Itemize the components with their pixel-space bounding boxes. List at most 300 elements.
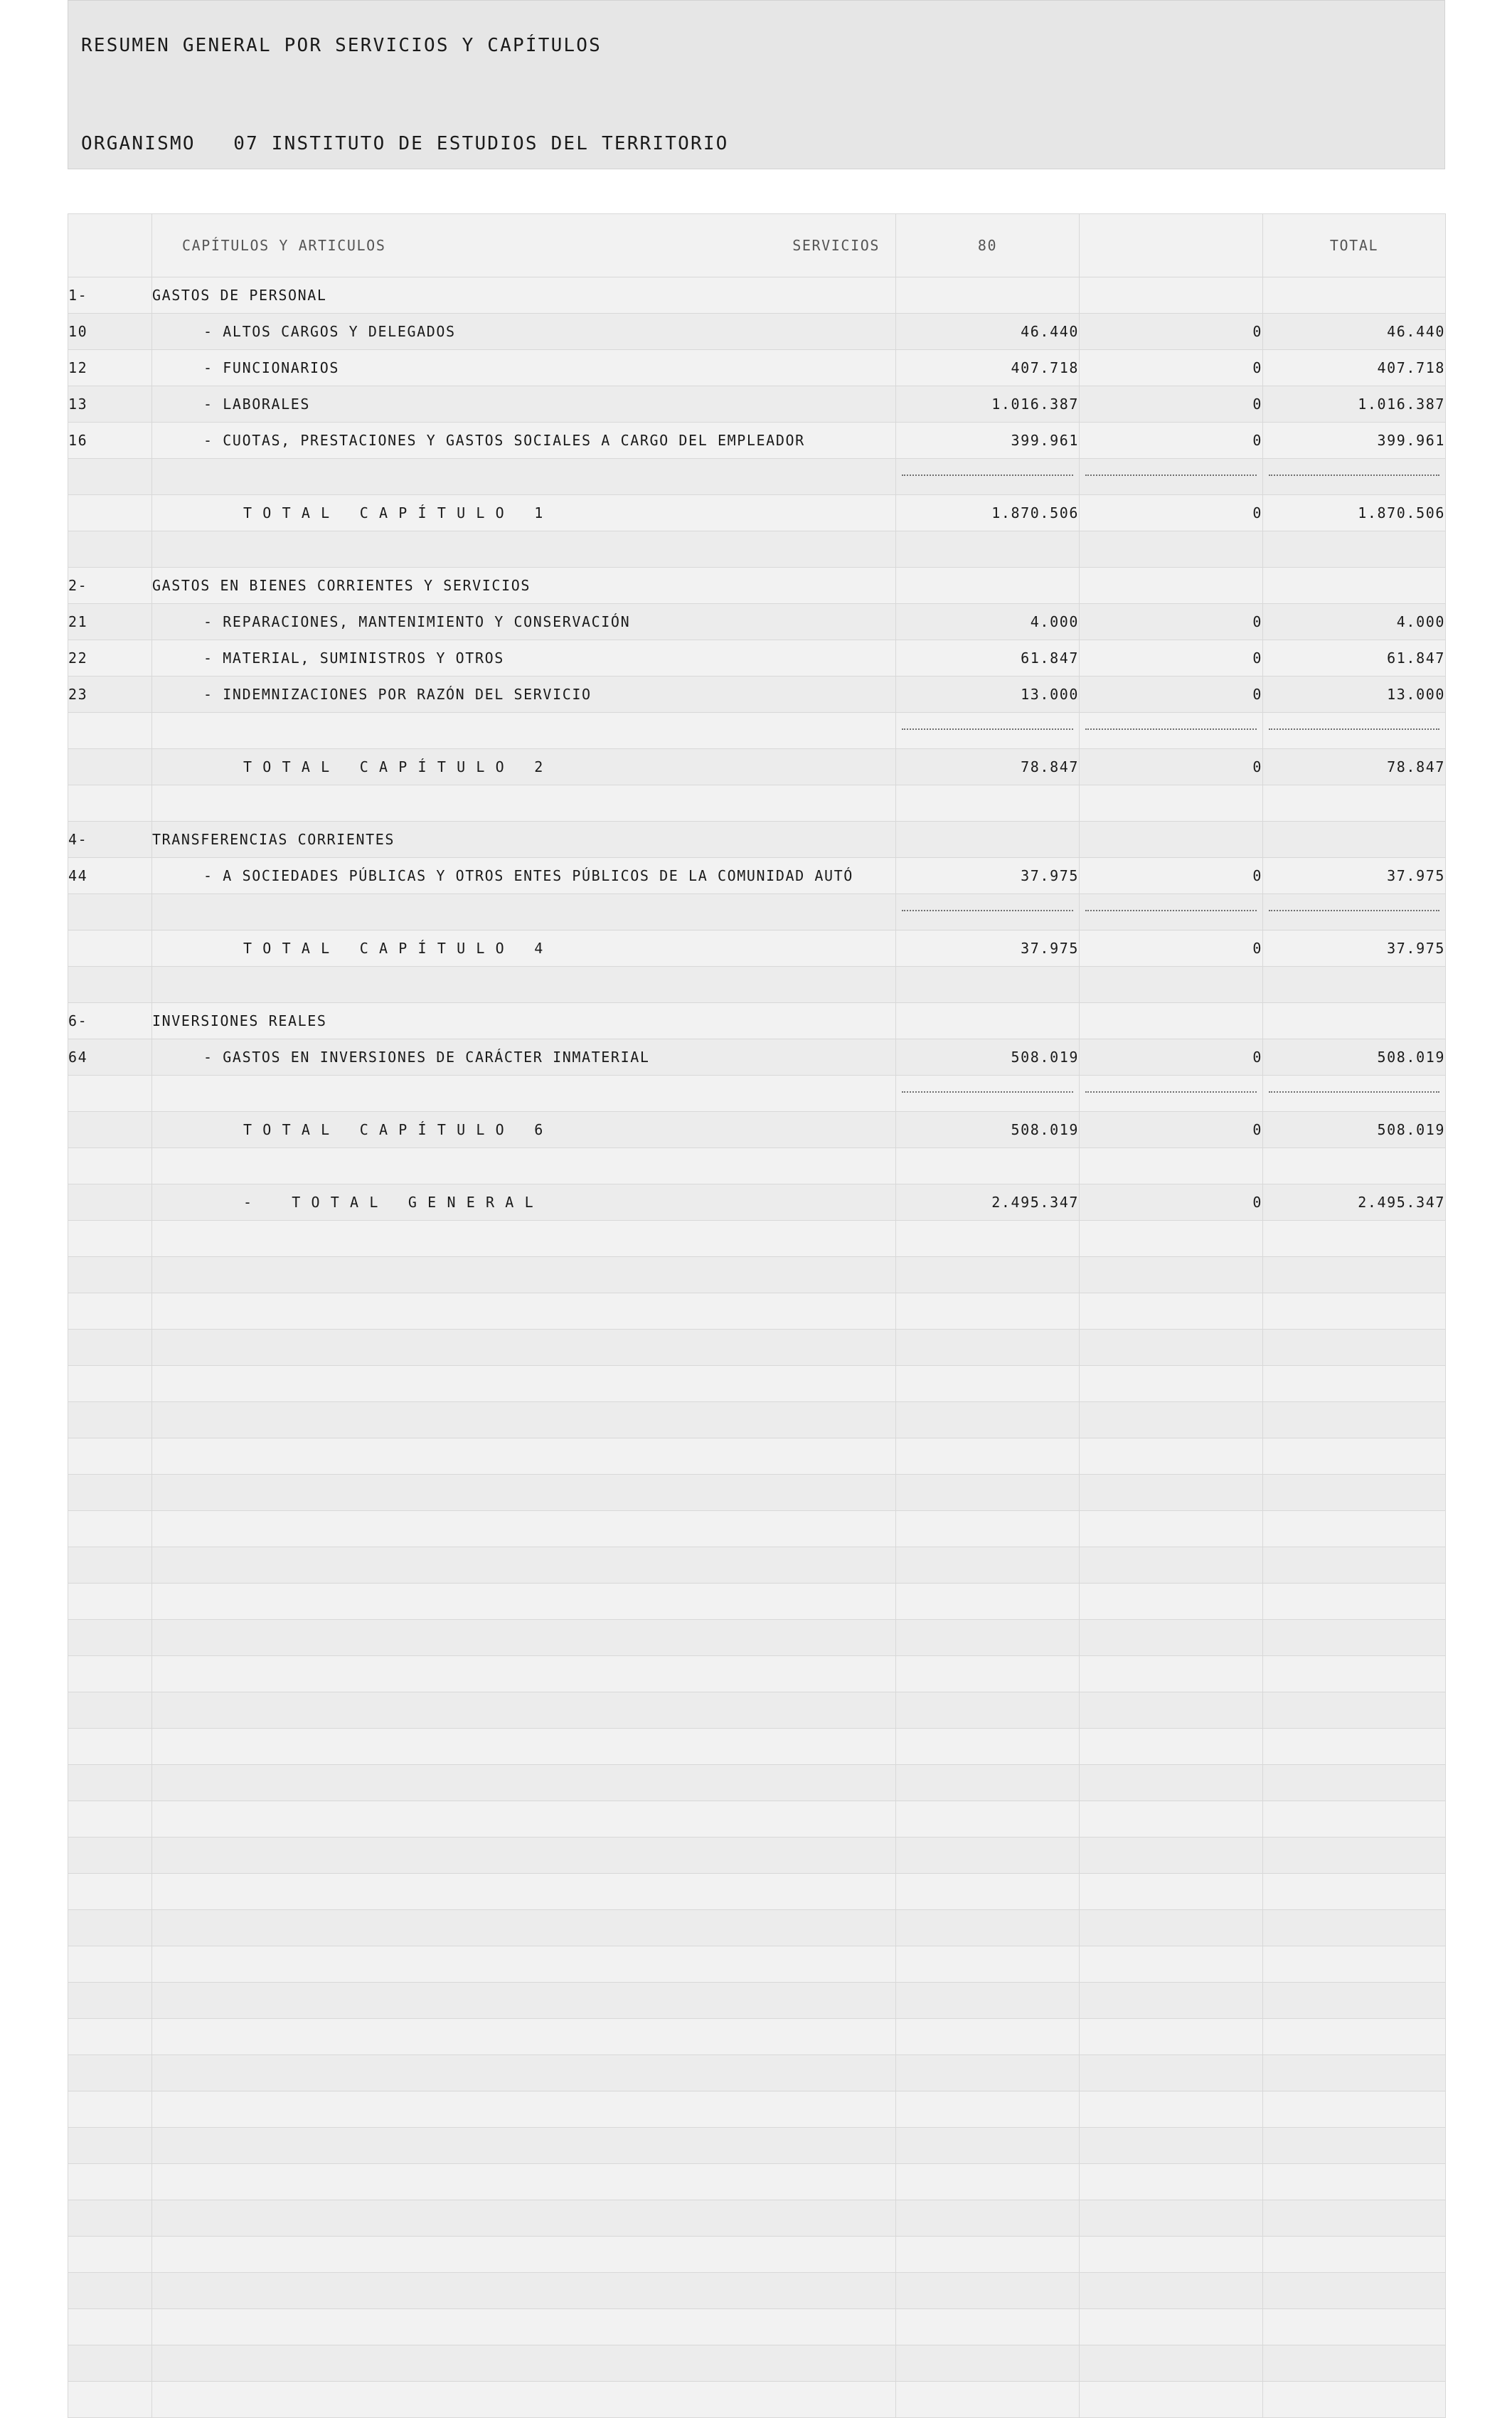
row-value-total	[1263, 1438, 1446, 1475]
row-description	[152, 1293, 896, 1330]
row-value-total	[1263, 531, 1446, 568]
row-value-blank	[1080, 2164, 1263, 2200]
table-row	[68, 1838, 1446, 1874]
row-description	[152, 1366, 896, 1402]
row-description	[152, 2237, 896, 2273]
row-description	[152, 1656, 896, 1692]
separator-rule	[1085, 728, 1257, 730]
row-code	[68, 2345, 152, 2382]
row-code	[68, 1076, 152, 1112]
row-value-80	[896, 1983, 1080, 2019]
table-row	[68, 1184, 1446, 1221]
separator-rule	[1269, 1091, 1439, 1093]
row-value-blank	[1080, 531, 1263, 568]
row-value-total: 78.847	[1263, 749, 1446, 785]
row-description	[152, 531, 896, 568]
table-row	[68, 1874, 1446, 1910]
table-row	[68, 1983, 1446, 2019]
row-description	[152, 2128, 896, 2164]
row-value-total: 61.847	[1263, 640, 1446, 677]
row-description: T O T A L C A P Í T U L O 4	[152, 930, 896, 967]
row-description	[152, 1438, 896, 1475]
row-code: 6-	[68, 1003, 152, 1039]
row-code	[68, 1330, 152, 1366]
row-description	[152, 1221, 896, 1257]
row-value-blank	[1080, 1475, 1263, 1511]
row-value-total	[1263, 967, 1446, 1003]
separator-rule	[1085, 1091, 1257, 1093]
row-code	[68, 1221, 152, 1257]
row-value-blank	[1080, 1402, 1263, 1438]
table-row	[68, 1765, 1446, 1801]
row-code: 16	[68, 423, 152, 459]
row-code	[68, 2164, 152, 2200]
table-row	[68, 2091, 1446, 2128]
row-description	[152, 1330, 896, 1366]
row-value-total	[1263, 2164, 1446, 2200]
table-row	[68, 1112, 1446, 1148]
row-value-80	[896, 2309, 1080, 2345]
row-value-blank	[1080, 1983, 1263, 2019]
row-value-80	[896, 1402, 1080, 1438]
table-row	[68, 1257, 1446, 1293]
row-value-total	[1263, 1801, 1446, 1838]
table-row	[68, 459, 1446, 495]
table-row	[68, 858, 1446, 894]
row-description	[152, 1547, 896, 1584]
organism-line: ORGANISMO 07 INSTITUTO DE ESTUDIOS DEL TERRITORIO	[81, 133, 729, 154]
row-description	[152, 1511, 896, 1547]
column-header-total: TOTAL	[1263, 214, 1446, 277]
row-value-total	[1263, 1547, 1446, 1584]
row-code	[68, 894, 152, 930]
row-value-80	[896, 1946, 1080, 1983]
row-value-80	[896, 2345, 1080, 2382]
row-code	[68, 531, 152, 568]
row-value-total: 1.016.387	[1263, 386, 1446, 423]
row-value-80	[896, 1874, 1080, 1910]
row-description	[152, 1475, 896, 1511]
row-value-total	[1263, 2345, 1446, 2382]
row-value-total	[1263, 1330, 1446, 1366]
row-value-blank	[1080, 1293, 1263, 1330]
table-row	[68, 568, 1446, 604]
row-description	[152, 2309, 896, 2345]
table-row	[68, 1656, 1446, 1692]
row-value-total	[1263, 1366, 1446, 1402]
row-value-total	[1263, 2382, 1446, 2418]
row-value-blank: 0	[1080, 640, 1263, 677]
row-value-total	[1263, 2128, 1446, 2164]
row-value-blank	[1080, 1330, 1263, 1366]
row-code	[68, 1402, 152, 1438]
row-value-blank: 0	[1080, 1039, 1263, 1076]
row-value-blank	[1080, 1838, 1263, 1874]
row-value-total: 13.000	[1263, 677, 1446, 713]
row-value-blank	[1080, 2128, 1263, 2164]
column-header-blank	[1080, 214, 1263, 277]
separator-rule	[902, 728, 1073, 730]
row-value-blank	[1080, 1692, 1263, 1729]
row-value-total: 37.975	[1263, 858, 1446, 894]
table-row	[68, 2128, 1446, 2164]
row-value-blank	[1080, 894, 1263, 930]
row-code: 23	[68, 677, 152, 713]
row-value-total	[1263, 1003, 1446, 1039]
row-value-80: 13.000	[896, 677, 1080, 713]
table-row	[68, 2382, 1446, 2418]
row-value-blank: 0	[1080, 1112, 1263, 1148]
row-value-80: 2.495.347	[896, 1184, 1080, 1221]
row-description: T O T A L C A P Í T U L O 1	[152, 495, 896, 531]
row-value-total	[1263, 1293, 1446, 1330]
table-row	[68, 1438, 1446, 1475]
row-code: 44	[68, 858, 152, 894]
row-value-80	[896, 1293, 1080, 1330]
row-value-total	[1263, 277, 1446, 314]
row-value-blank	[1080, 785, 1263, 822]
row-value-total	[1263, 894, 1446, 930]
row-code	[68, 1366, 152, 1402]
row-value-total	[1263, 2273, 1446, 2309]
row-value-80	[896, 1584, 1080, 1620]
page-title: RESUMEN GENERAL POR SERVICIOS Y CAPÍTULOS	[81, 35, 602, 56]
separator-rule	[902, 1091, 1073, 1093]
row-value-total	[1263, 1692, 1446, 1729]
separator-rule	[1269, 474, 1439, 476]
row-description	[152, 894, 896, 930]
row-value-80	[896, 459, 1080, 495]
table-row	[68, 1076, 1446, 1112]
row-value-blank	[1080, 2382, 1263, 2418]
row-value-blank: 0	[1080, 1184, 1263, 1221]
row-value-blank	[1080, 2019, 1263, 2055]
row-value-total	[1263, 1475, 1446, 1511]
row-value-total: 4.000	[1263, 604, 1446, 640]
row-description	[152, 967, 896, 1003]
row-description	[152, 2091, 896, 2128]
row-value-total	[1263, 2055, 1446, 2091]
row-value-80	[896, 785, 1080, 822]
row-value-80	[896, 1765, 1080, 1801]
table-row	[68, 930, 1446, 967]
row-description	[152, 2273, 896, 2309]
table-row	[68, 749, 1446, 785]
row-description: - REPARACIONES, MANTENIMIENTO Y CONSERVACIÓN	[152, 604, 896, 640]
row-value-total	[1263, 1620, 1446, 1656]
row-value-blank	[1080, 2200, 1263, 2237]
row-description	[152, 1620, 896, 1656]
row-value-80: 61.847	[896, 640, 1080, 677]
row-value-blank	[1080, 967, 1263, 1003]
row-value-80	[896, 894, 1080, 930]
row-value-80	[896, 1221, 1080, 1257]
row-description: INVERSIONES REALES	[152, 1003, 896, 1039]
row-value-total	[1263, 1257, 1446, 1293]
table-row	[68, 1148, 1446, 1184]
table-row	[68, 894, 1446, 930]
table-row	[68, 277, 1446, 314]
row-value-total	[1263, 713, 1446, 749]
row-value-total	[1263, 2200, 1446, 2237]
row-value-blank: 0	[1080, 930, 1263, 967]
row-code: 64	[68, 1039, 152, 1076]
row-code	[68, 1620, 152, 1656]
row-value-80	[896, 1910, 1080, 1946]
table-row	[68, 1511, 1446, 1547]
row-value-blank	[1080, 1910, 1263, 1946]
row-value-80	[896, 2019, 1080, 2055]
table-row	[68, 2200, 1446, 2237]
row-code	[68, 713, 152, 749]
row-value-blank	[1080, 2273, 1263, 2309]
row-value-blank	[1080, 2309, 1263, 2345]
row-value-total	[1263, 1983, 1446, 2019]
row-value-blank	[1080, 1076, 1263, 1112]
row-value-blank	[1080, 1946, 1263, 1983]
row-value-80	[896, 2237, 1080, 2273]
row-value-total: 508.019	[1263, 1039, 1446, 1076]
row-value-80	[896, 713, 1080, 749]
row-description	[152, 1402, 896, 1438]
row-code	[68, 495, 152, 531]
row-code	[68, 1656, 152, 1692]
column-header-chapters-label: CAPÍTULOS Y ARTICULOS	[182, 237, 386, 254]
row-value-blank	[1080, 1547, 1263, 1584]
row-value-total: 508.019	[1263, 1112, 1446, 1148]
row-code	[68, 1692, 152, 1729]
row-value-blank	[1080, 1620, 1263, 1656]
row-value-total	[1263, 568, 1446, 604]
row-value-total	[1263, 1511, 1446, 1547]
table-row	[68, 1402, 1446, 1438]
row-value-80	[896, 1475, 1080, 1511]
row-value-blank	[1080, 1801, 1263, 1838]
row-value-total	[1263, 1584, 1446, 1620]
row-value-total	[1263, 2019, 1446, 2055]
row-value-80: 508.019	[896, 1039, 1080, 1076]
row-code	[68, 459, 152, 495]
row-value-blank: 0	[1080, 314, 1263, 350]
separator-rule	[1269, 728, 1439, 730]
table-row	[68, 713, 1446, 749]
report-header	[68, 0, 1445, 169]
separator-rule	[1085, 474, 1257, 476]
row-code	[68, 1801, 152, 1838]
row-code	[68, 1874, 152, 1910]
row-value-80	[896, 1620, 1080, 1656]
table-row	[68, 1221, 1446, 1257]
row-code	[68, 2091, 152, 2128]
row-code	[68, 1946, 152, 1983]
row-value-blank	[1080, 2091, 1263, 2128]
row-value-80	[896, 568, 1080, 604]
table-row	[68, 495, 1446, 531]
row-value-total: 2.495.347	[1263, 1184, 1446, 1221]
table-row	[68, 2273, 1446, 2309]
row-value-blank: 0	[1080, 495, 1263, 531]
row-code	[68, 2273, 152, 2309]
table-row	[68, 2055, 1446, 2091]
row-code: 10	[68, 314, 152, 350]
row-value-blank	[1080, 459, 1263, 495]
table-row	[68, 314, 1446, 350]
row-description: - A SOCIEDADES PÚBLICAS Y OTROS ENTES PÚBLICOS DE LA COMUNIDAD AUTÓ	[152, 858, 896, 894]
budget-table	[68, 213, 1446, 2418]
table-row	[68, 2309, 1446, 2345]
table-row	[68, 1003, 1446, 1039]
table-row	[68, 1475, 1446, 1511]
row-value-80: 1.016.387	[896, 386, 1080, 423]
table-row	[68, 2237, 1446, 2273]
row-value-blank	[1080, 1765, 1263, 1801]
row-value-80	[896, 1366, 1080, 1402]
row-code	[68, 1547, 152, 1584]
row-value-blank	[1080, 1148, 1263, 1184]
table-row	[68, 2164, 1446, 2200]
row-code: 4-	[68, 822, 152, 858]
row-description	[152, 1148, 896, 1184]
table-row	[68, 822, 1446, 858]
row-value-80	[896, 531, 1080, 568]
row-code	[68, 1438, 152, 1475]
row-code	[68, 1910, 152, 1946]
table-row	[68, 2019, 1446, 2055]
table-row	[68, 967, 1446, 1003]
row-description: - T O T A L G E N E R A L	[152, 1184, 896, 1221]
row-value-80	[896, 967, 1080, 1003]
row-value-80	[896, 2164, 1080, 2200]
row-value-total	[1263, 459, 1446, 495]
row-description: GASTOS DE PERSONAL	[152, 277, 896, 314]
row-value-total: 407.718	[1263, 350, 1446, 386]
row-value-80	[896, 2273, 1080, 2309]
row-value-80	[896, 277, 1080, 314]
row-value-80	[896, 1076, 1080, 1112]
row-value-80	[896, 1692, 1080, 1729]
row-value-total	[1263, 822, 1446, 858]
row-value-blank	[1080, 568, 1263, 604]
row-description	[152, 1584, 896, 1620]
row-value-total	[1263, 1076, 1446, 1112]
table-row	[68, 1801, 1446, 1838]
table-row	[68, 1729, 1446, 1765]
table-row	[68, 350, 1446, 386]
row-code: 1-	[68, 277, 152, 314]
row-description	[152, 2019, 896, 2055]
row-description	[152, 1076, 896, 1112]
row-value-total	[1263, 1874, 1446, 1910]
row-value-80	[896, 1438, 1080, 1475]
row-description	[152, 1838, 896, 1874]
row-value-80	[896, 1003, 1080, 1039]
row-code	[68, 1729, 152, 1765]
row-description: GASTOS EN BIENES CORRIENTES Y SERVICIOS	[152, 568, 896, 604]
row-value-80	[896, 1801, 1080, 1838]
row-value-80: 78.847	[896, 749, 1080, 785]
row-description: - INDEMNIZACIONES POR RAZÓN DEL SERVICIO	[152, 677, 896, 713]
row-value-blank	[1080, 1511, 1263, 1547]
row-code	[68, 1584, 152, 1620]
table-row	[68, 1547, 1446, 1584]
separator-rule	[902, 474, 1073, 476]
row-value-80	[896, 822, 1080, 858]
row-value-blank: 0	[1080, 604, 1263, 640]
row-code	[68, 785, 152, 822]
row-description: - CUOTAS, PRESTACIONES Y GASTOS SOCIALES A CARGO DEL EMPLEADOR	[152, 423, 896, 459]
row-description	[152, 1983, 896, 2019]
row-value-blank	[1080, 1729, 1263, 1765]
table-row	[68, 1946, 1446, 1983]
row-code	[68, 2055, 152, 2091]
row-code	[68, 1838, 152, 1874]
row-value-blank	[1080, 1874, 1263, 1910]
row-value-blank	[1080, 277, 1263, 314]
row-value-total	[1263, 1946, 1446, 1983]
row-description	[152, 459, 896, 495]
row-value-total: 399.961	[1263, 423, 1446, 459]
row-value-blank	[1080, 1257, 1263, 1293]
table-body	[68, 277, 1446, 2418]
row-value-blank	[1080, 822, 1263, 858]
table-row	[68, 1584, 1446, 1620]
table-row	[68, 1330, 1446, 1366]
row-code: 21	[68, 604, 152, 640]
row-value-blank: 0	[1080, 350, 1263, 386]
row-code	[68, 1184, 152, 1221]
row-value-80	[896, 1729, 1080, 1765]
row-code	[68, 930, 152, 967]
row-description	[152, 2164, 896, 2200]
table-row	[68, 1692, 1446, 1729]
row-description	[152, 785, 896, 822]
row-code	[68, 1293, 152, 1330]
table-row	[68, 423, 1446, 459]
separator-rule	[902, 910, 1073, 911]
row-value-80: 37.975	[896, 930, 1080, 967]
row-value-80: 1.870.506	[896, 495, 1080, 531]
table-row	[68, 677, 1446, 713]
table-row	[68, 604, 1446, 640]
row-description	[152, 1946, 896, 1983]
row-value-80: 4.000	[896, 604, 1080, 640]
row-value-blank	[1080, 1366, 1263, 1402]
row-value-total: 1.870.506	[1263, 495, 1446, 531]
row-value-blank	[1080, 1584, 1263, 1620]
column-header-description	[152, 214, 896, 277]
column-header-code	[68, 214, 152, 277]
row-value-80: 508.019	[896, 1112, 1080, 1148]
row-code	[68, 2019, 152, 2055]
row-description	[152, 1257, 896, 1293]
row-value-blank	[1080, 2237, 1263, 2273]
row-value-total: 46.440	[1263, 314, 1446, 350]
row-value-total	[1263, 1838, 1446, 1874]
row-description: TRANSFERENCIAS CORRIENTES	[152, 822, 896, 858]
row-value-80: 407.718	[896, 350, 1080, 386]
row-code: 12	[68, 350, 152, 386]
table-row	[68, 1039, 1446, 1076]
row-value-80	[896, 1257, 1080, 1293]
table-header-row	[68, 214, 1446, 277]
row-description	[152, 713, 896, 749]
row-value-total	[1263, 1402, 1446, 1438]
row-value-total	[1263, 1729, 1446, 1765]
row-code	[68, 2237, 152, 2273]
row-code: 2-	[68, 568, 152, 604]
separator-rule	[1269, 910, 1439, 911]
table-row	[68, 785, 1446, 822]
